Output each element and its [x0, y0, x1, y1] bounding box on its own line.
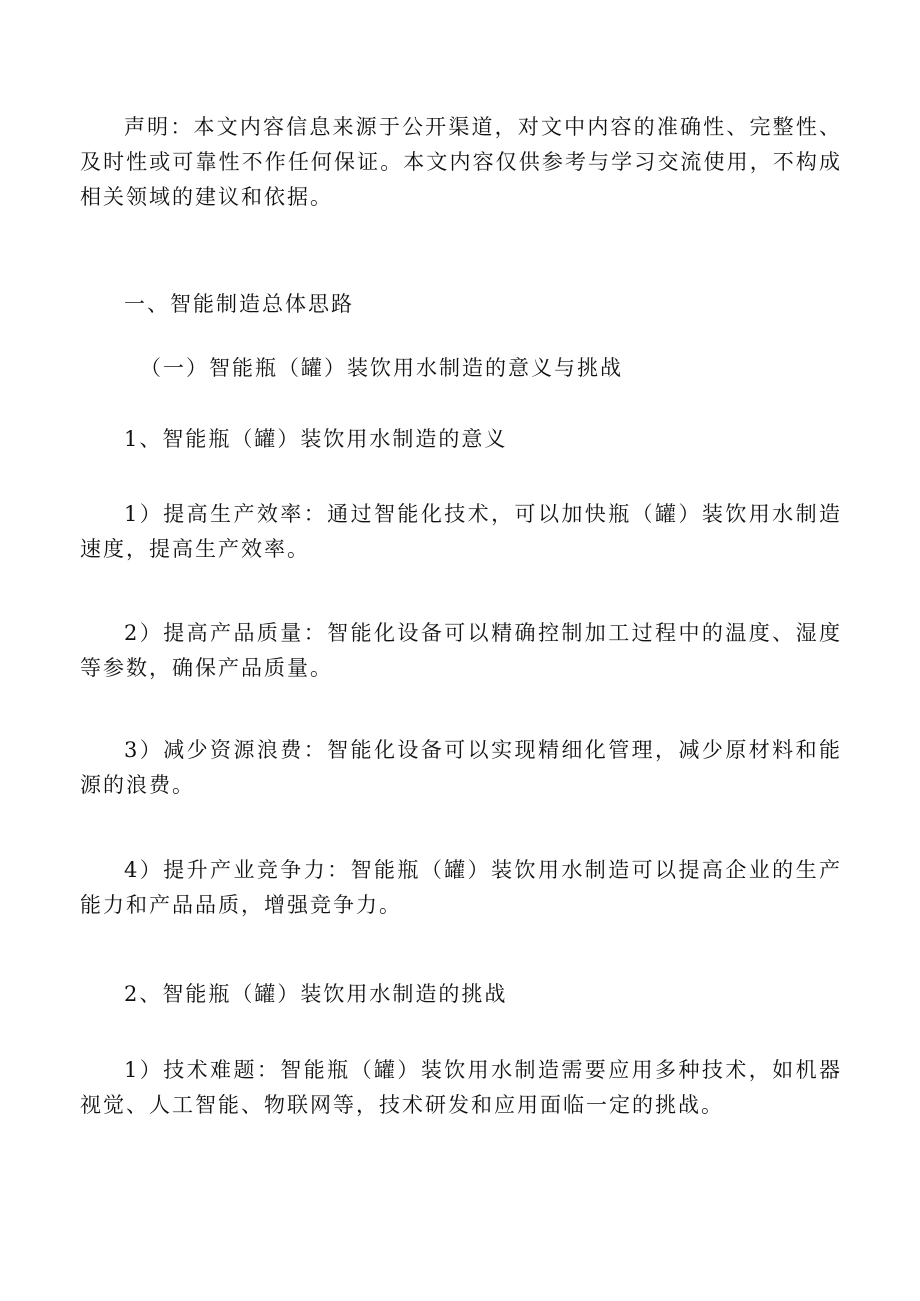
subsection-title: （一）智能瓶（罐）装饮用水制造的意义与挑战	[140, 356, 623, 380]
challenges-heading: 2、智能瓶（罐）装饮用水制造的挑战	[124, 982, 508, 1006]
challenge-point-1: 1）技术难题：智能瓶（罐）装饮用水制造需要应用多种技术，如机器视觉、人工智能、物联网等，技术研发和应用面临一定的挑战。	[80, 1058, 842, 1117]
significance-point-1: 1）提高生产效率：通过智能化技术，可以加快瓶（罐）装饮用水制造速度，提高生产效率。	[80, 502, 842, 561]
significance-heading: 1、智能瓶（罐）装饮用水制造的意义	[124, 427, 508, 451]
significance-point-2: 2）提高产品质量：智能化设备可以精确控制加工过程中的温度、湿度等参数，确保产品质量。	[80, 621, 842, 680]
disclaimer-paragraph: 声明：本文内容信息来源于公开渠道，对文中内容的准确性、完整性、及时性或可靠性不作任何保证。本文内容仅供参考与学习交流使用，不构成相关领域的建议和依据。	[80, 115, 842, 209]
significance-point-4: 4）提升产业竞争力：智能瓶（罐）装饮用水制造可以提高企业的生产能力和产品品质，增强竞争力。	[80, 858, 842, 917]
significance-point-3: 3）减少资源浪费：智能化设备可以实现精细化管理，减少原材料和能源的浪费。	[80, 738, 842, 797]
section-title: 一、智能制造总体思路	[124, 292, 354, 316]
